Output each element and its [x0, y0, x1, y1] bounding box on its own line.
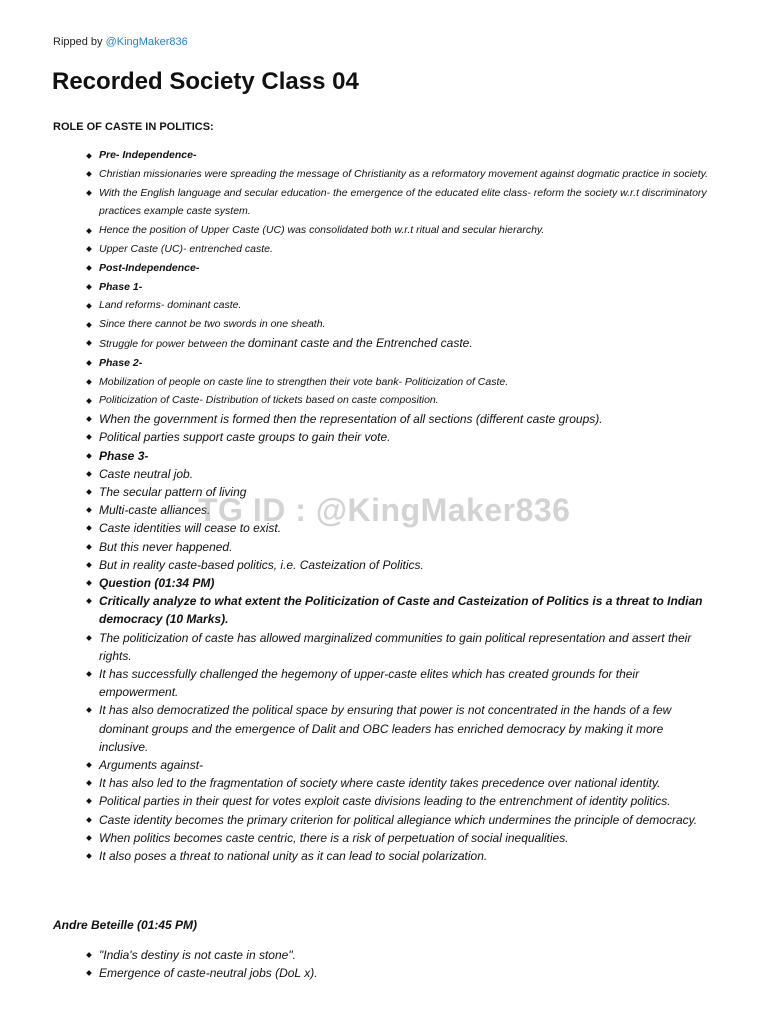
list-item: Phase 2- [0, 354, 711, 373]
list-item: Pre- Independence- [0, 146, 711, 165]
list-item: The secular pattern of living [0, 483, 711, 501]
list-item: It has also led to the fragmentation of society where caste identity takes precedence over national identity. [0, 774, 711, 792]
list-item: It has successfully challenged the hegemony of upper-caste elites which has created grounds for their empowerment. [0, 665, 711, 701]
list-item: Political parties in their quest for votes exploit caste divisions leading to the entrenchment of identity politics. [0, 792, 711, 810]
list-item: Caste identity becomes the primary criterion for political allegiance which undermines the principle of democracy. [0, 811, 711, 829]
andre-beteille-heading: Andre Beteille (01:45 PM) [53, 918, 198, 932]
list-item: But in reality caste-based politics, i.e. Casteization of Politics. [0, 556, 711, 574]
list-item: Critically analyze to what extent the Politicization of Caste and Casteization of Politics is a threat to Indian democracy (10 Marks). [0, 592, 711, 628]
bullet-list-andre [0, 946, 711, 982]
page-title: Recorded Society Class 04 [52, 68, 359, 95]
list-item: With the English language and secular education- the emergence of the educated elite class- reform the society w.r.t discriminatory practices example caste system. [0, 184, 711, 222]
list-item: Politicization of Caste- Distribution of tickets based on caste composition. [0, 391, 711, 410]
watermark: TG ID : @KingMaker836 [198, 492, 571, 528]
list-item: Hence the position of Upper Caste (UC) was consolidated both w.r.t ritual and secular hierarchy. [0, 221, 711, 240]
list-item: Multi-caste alliances. [0, 501, 711, 519]
list-item: When politics becomes caste centric, there is a risk of perpetuation of social inequalities. [0, 829, 711, 847]
list-item: When the government is formed then the representation of all sections (different caste groups). [0, 410, 711, 428]
list-item: Caste identities will cease to exist. [0, 519, 711, 537]
list-item: Phase 1- [0, 278, 711, 297]
list-item: Upper Caste (UC)- entrenched caste. [0, 240, 711, 259]
list-item: The politicization of caste has allowed marginalized communities to gain political representation and assert their rights. [0, 629, 711, 665]
list-item: Arguments against- [0, 756, 711, 774]
list-item: Land reforms- dominant caste. [0, 296, 711, 315]
list-item: Christian missionaries were spreading the message of Christianity as a reformatory movement against dogmatic practice in society. [0, 165, 711, 184]
list-item: Post-Independence- [0, 259, 711, 278]
list-item: Phase 3- [0, 447, 711, 465]
list-item: It also poses a threat to national unity as it can lead to social polarization. [0, 847, 711, 865]
list-item: Caste neutral job. [0, 465, 711, 483]
section-heading: ROLE OF CASTE IN POLITICS: [53, 121, 214, 133]
list-item: Political parties support caste groups to gain their vote. [0, 428, 711, 446]
list-item: Since there cannot be two swords in one sheath. [0, 315, 711, 334]
ripped-by-prefix: Ripped by [53, 36, 103, 48]
list-item-text: Struggle for power between the [99, 337, 245, 350]
list-item-text-continued: dominant caste and the Entrenched caste. [247, 335, 473, 350]
list-item: "India's destiny is not caste in stone". [0, 946, 711, 964]
list-item: It has also democratized the political space by ensuring that power is not concentrated in the hands of a few dominant groups and the emergence of Dalit and OBC leaders has enriched democracy by making it more inclusive. [0, 701, 711, 756]
ripped-by-line [53, 36, 188, 48]
list-item: Mobilization of people on caste line to strengthen their vote bank- Politicization of Caste. [0, 373, 711, 392]
bullet-list-main [0, 146, 711, 865]
ripped-by-handle-link[interactable]: @KingMaker836 [105, 36, 188, 48]
list-item: Question (01:34 PM) [0, 574, 711, 592]
list-item: But this never happened. [0, 538, 711, 556]
list-item [0, 334, 711, 354]
list-item: Emergence of caste-neutral jobs (DoL x). [0, 964, 711, 982]
